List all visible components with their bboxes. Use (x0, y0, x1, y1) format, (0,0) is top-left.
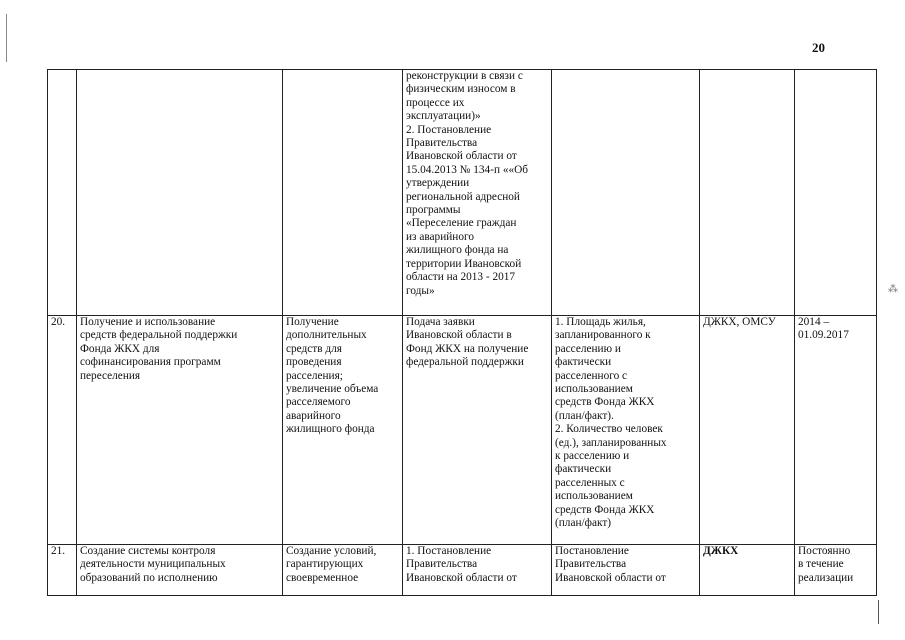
cell-goal: Создание условий, гарантирующих своевременное (283, 545, 403, 596)
table-row (48, 545, 877, 596)
cell-num (48, 70, 77, 316)
cell-legal-basis: 1. Постановление Правительства Ивановской области от (403, 545, 552, 596)
cell-event: Получение и использование средств федеральной поддержки Фонда ЖКХ для софинансирования программ переселения (77, 316, 283, 545)
scan-smudge-mark: ⁂ (888, 284, 898, 295)
cell-responsible (700, 70, 795, 316)
cell-goal (283, 70, 403, 316)
cell-period: 2014 – 01.09.2017 (795, 316, 877, 545)
measures-table (47, 69, 877, 596)
page-number: 20 (812, 40, 825, 55)
cell-goal: Получение дополнительных средств для проведения расселения; увеличение объема расселяемого аварийного жилищного фонда (283, 316, 403, 545)
cell-event (77, 70, 283, 316)
cell-period (795, 70, 877, 316)
margin-binding-mark (6, 14, 7, 62)
table-row (48, 70, 877, 316)
cell-event: Создание системы контроля деятельности муниципальных образований по исполнению (77, 545, 283, 596)
cell-indicators: 1. Площадь жилья, запланированного к расселению и фактически расселенного с использованием средств Фонда ЖКХ (план/факт). 2. Количество человек (ед.), запланированных к расселению и фактически расселенных с использованием средств Фонда ЖКХ (план/факт) (552, 316, 700, 545)
cell-indicators (552, 70, 700, 316)
cell-legal-basis: Подача заявки Ивановской области в Фонд ЖКХ на получение федеральной поддержки (403, 316, 552, 545)
cell-indicators: Постановление Правительства Ивановской области от (552, 545, 700, 596)
cell-num: 20. (48, 316, 77, 545)
cell-responsible: ДЖКХ (700, 545, 795, 596)
cell-responsible: ДЖКХ, ОМСУ (700, 316, 795, 545)
cell-legal-basis: реконструкции в связи с физическим износом в процессе их эксплуатации)» 2. Постановление Правительства Ивановской области от 15.04.2013 № 134-п ««Об утверждении региональной адресной программы «Переселение граждан из аварийного жилищного фонда на территории Ивановской области на 2013 - 2017 годы» (403, 70, 552, 316)
table-row (48, 316, 877, 545)
cell-num: 21. (48, 545, 77, 596)
cell-period: Постоянно в течение реализации (795, 545, 877, 596)
scan-edge-mark (878, 600, 879, 624)
